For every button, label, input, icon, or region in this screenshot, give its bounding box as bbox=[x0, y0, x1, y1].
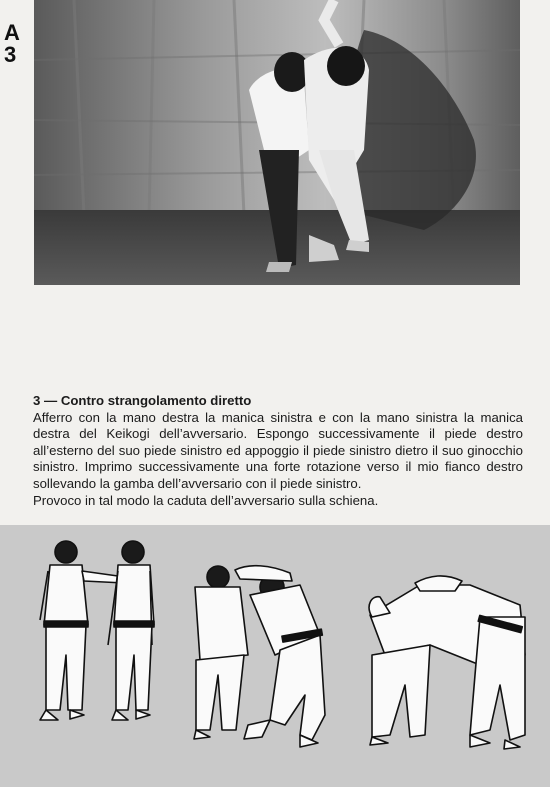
illustration-step-1 bbox=[40, 541, 154, 720]
technique-paragraph-1: Afferro con la mano destra la manica sinistra e con la mano sinistra la manica destra del Keikogi dell’avversario. Espongo successivamente il piede destro all’esterno del suo piede sinistro ed appoggio il piede sinistro dietro il suo ginocchio sinistro. Imprimo successivamente una forte rotazione verso il mio fianco destro sollevando la gamba dell’avversario con il piede sinistro. bbox=[33, 409, 523, 491]
technique-illustration bbox=[0, 525, 550, 787]
illustration-step-2 bbox=[194, 566, 325, 747]
judo-photograph bbox=[34, 0, 520, 285]
section-tag-letter: A bbox=[4, 20, 20, 45]
section-tag bbox=[4, 22, 20, 66]
technique-paragraph-2: Provoco in tal modo la caduta dell’avversario sulla schiena. bbox=[33, 492, 379, 508]
section-tag-number: 3 bbox=[4, 42, 17, 67]
technique-heading: 3 — Contro strangolamento diretto bbox=[33, 393, 252, 408]
illustration-step-3 bbox=[369, 576, 525, 749]
technique-description bbox=[33, 393, 523, 509]
